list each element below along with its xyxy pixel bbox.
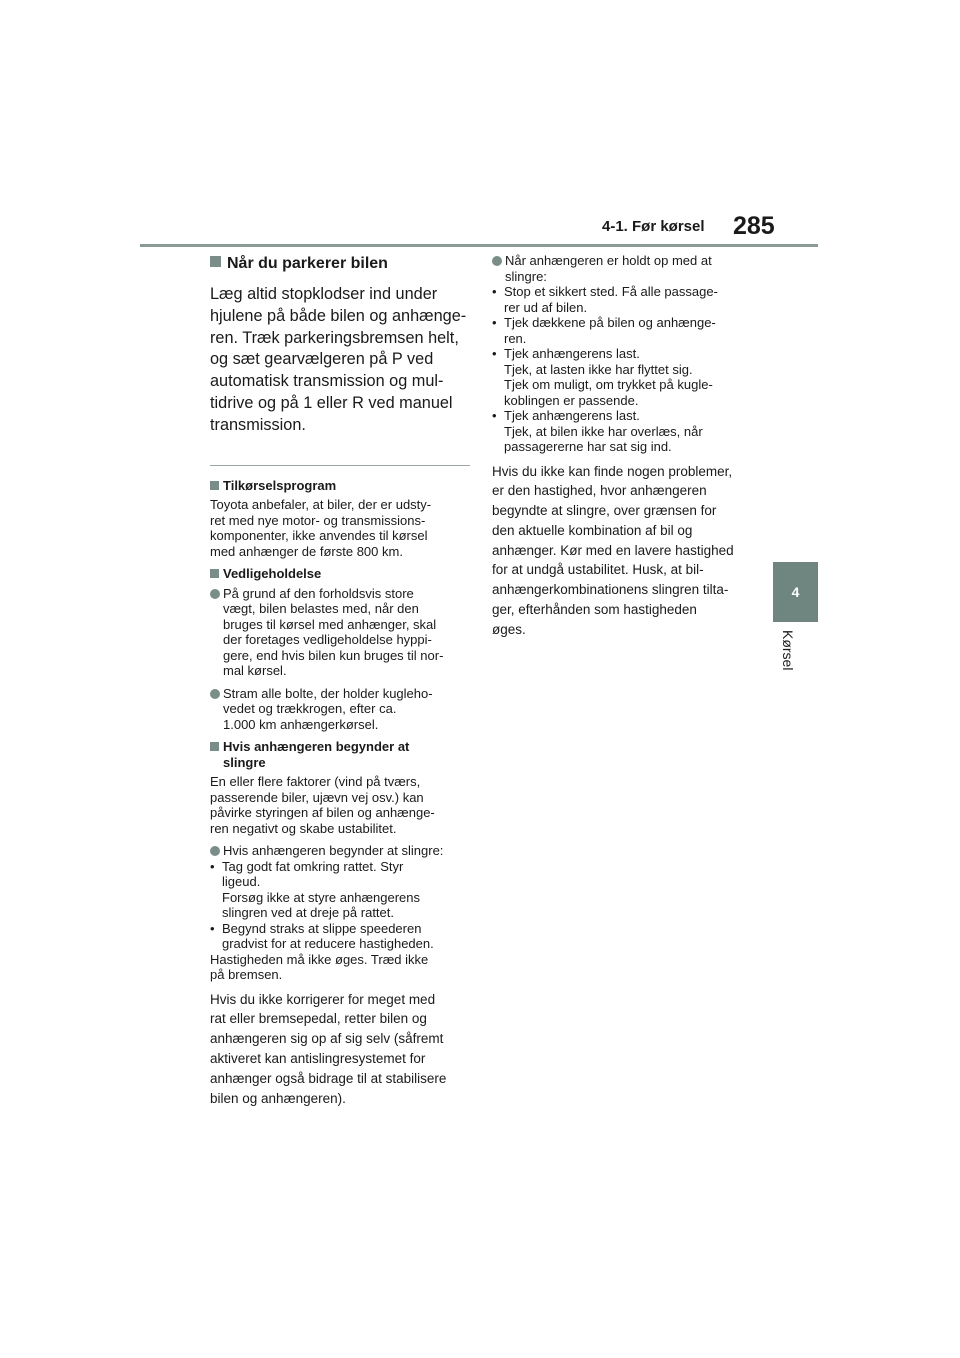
header-divider (140, 244, 818, 247)
chapter-tab[interactable] (773, 562, 818, 622)
after-list-item-3: • Tjek anhængerens last. Tjek, at lasten ikke har flyttet sig. Tjek om muligt, om trykket på kugle- koblingen er passende. (492, 346, 713, 408)
circle-bullet-icon (210, 846, 220, 856)
square-bullet-icon (210, 742, 219, 751)
chapter-label-text: Kørsel (780, 630, 796, 671)
breakin-heading: Tilkørselsprogram (210, 478, 470, 494)
sway-list-item-2: • Begynd straks at slippe speederen gradvist for at reducere hastigheden. (210, 920, 434, 952)
right-column (492, 253, 752, 640)
section-divider (210, 465, 470, 466)
parking-heading: Når du parkerer bilen (210, 253, 470, 275)
square-bullet-icon (210, 569, 219, 578)
after-list-item-2: • Tjek dækkene på bilen og anhænge- ren. (492, 315, 716, 346)
sway-heading: Hvis anhængeren begynder at slingre (210, 739, 470, 770)
left-column (210, 253, 470, 1108)
chapter-number: 4 (791, 584, 800, 600)
sway-bullet: Hvis anhængeren begynder at slingre: • Tag godt fat omkring rattet. Styr ligeud. Forsøg ikke at styre anhængerens slingren ved at dreje på rattet. • Begynd straks at slippe speederen gradvist for at reducere hastigheden. Hastigheden må ikke øges. Træd ikke på bremsen. (210, 843, 470, 983)
chapter-label (776, 630, 816, 690)
circle-bullet-icon (492, 256, 502, 266)
sway-list-item-1: • Tag godt fat omkring rattet. Styr ligeud. Forsøg ikke at styre anhængerens slingren ved at dreje på rattet. (210, 858, 420, 921)
circle-bullet-icon (210, 589, 220, 599)
after-sway-bullet: Når anhængeren er holdt op med at slingre: • Stop et sikkert sted. Få alle passage- rer ud af bilen. • Tjek dækkene på bilen og anhænge- ren. • Tjek anhængerens last. Tjek, at lasten ikke har flyttet sig. Tjek om muligt, om trykket på kugle- koblingen er passende. • Tjek anhængerens last. Tjek, at bilen ikke har overlæs, når passagererne har sat sig ind. (492, 253, 752, 455)
maintenance-bullet-2: Stram alle bolte, der holder kugleho- vedet og trækkrogen, efter ca. 1.000 km anhængerkørsel. (210, 686, 470, 733)
circle-bullet-icon (210, 689, 220, 699)
square-bullet-icon (210, 256, 221, 267)
section-title: 4-1. Før kørsel (602, 218, 705, 235)
breakin-text: Toyota anbefaler, at biler, der er udsty- ret med nye motor- og transmissions- komponenter, ikke anvendes til kørsel med anhænger de første 800 km. (210, 497, 432, 559)
page-number: 285 (733, 212, 775, 240)
maintenance-bullet-1: På grund af den forholdsvis store vægt, bilen belastes med, når den bruges til kørsel med anhænger, skal der foretages vedligeholdelse hyppi- gere, end hvis bilen kun bruges til nor- mal kørsel. (210, 586, 470, 679)
maintenance-heading: Vedligeholdelse (210, 566, 470, 582)
sway-intro: En eller flere faktorer (vind på tværs, passerende biler, ujævn vej osv.) kan påvirke styringen af bilen og anhænge- ren negativt og skabe ustabilitet. (210, 774, 435, 836)
sway-after-line-2: på bremsen. (210, 967, 283, 983)
sway-after-line-1: Hastigheden må ikke øges. Træd ikke (210, 951, 429, 967)
after-list-item-4: • Tjek anhængerens last. Tjek, at bilen ikke har overlæs, når passagererne har sat sig ind. (492, 408, 703, 454)
after-list-item-1: • Stop et sikkert sted. Få alle passage- rer ud af bilen. (492, 284, 718, 315)
square-bullet-icon (210, 481, 219, 490)
right-closing: Hvis du ikke kan finde nogen problemer, er den hastighed, hvor anhængeren begyndte at slingre, over grænsen for den aktuelle kombination af bil og anhænger. Kør med en lavere hastighed for at undgå ustabilitet. Husk, at bil- anhængerkombinationens slingren tilta- ger, efterhånden som hastigheden øges. (492, 463, 734, 637)
sway-closing: Hvis du ikke korrigerer for meget med rat eller bremsepedal, retter bilen og anhængeren sig op af sig selv (såfremt aktiveret kan antislingresystemet for anhænger også bidrage til at stabilisere bilen og anhængeren). (210, 991, 447, 1106)
parking-text: Læg altid stopklodser ind under hjulene på både bilen og anhænge- ren. Træk parkeringsbremsen helt, og sæt gearvælgeren på P ved automatisk transmission og mul- tidrive og på 1 eller R ved manuel transmission. (210, 285, 467, 434)
